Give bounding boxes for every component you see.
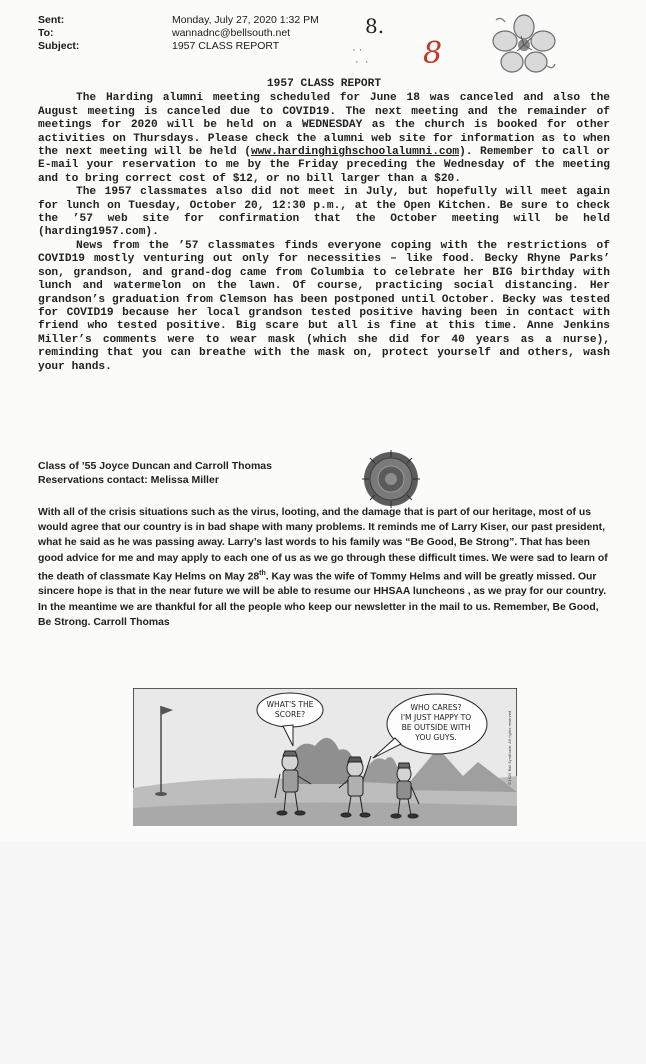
to-label: To: (38, 27, 54, 39)
sent-value: Monday, July 27, 2020 1:32 PM (172, 14, 319, 26)
pencil-dots: · · · · (352, 44, 369, 68)
class-1955-message (38, 505, 612, 630)
class-1955-header (38, 460, 272, 487)
paragraph-1-text-b: ). Remember to call or E-mail your reservation to me by the Friday preceding the Wednesday of the meeting and to bring correct cost of $12, or no bill larger than a $20. (38, 146, 610, 185)
to-value: wannadnc@bellsouth.net (172, 27, 291, 39)
reservations-contact: Reservations contact: Melissa Miller (38, 473, 219, 486)
bubble-left-line-2: SCORE? (274, 710, 306, 719)
message-text-b: . Kay was the wife of Tommy Helms and will be greatly missed. Our sincere hope is that in the near future we will be able to resume our HHSAA luncheons , as we pray for our country. In the meantime we are thankful for all the people who keep our newsletter in the mail to us. Remember, Be Good, Be Strong. Carroll Thomas (38, 571, 607, 628)
report-paragraph-lunch: The 1957 classmates also did not meet in July, but hopefully will meet again for lunch on Tuesday, October 20, 12:30 p.m., at the Open Kitchen. Be sure to check the ’57 web site for confirmation that the October meeting will be held (harding1957.com). (38, 186, 610, 239)
sent-row (38, 14, 458, 27)
handwritten-red-number: 8 (423, 36, 443, 71)
bubble-right-line-2: I'M JUST HAPPY TO (400, 713, 472, 722)
report-title: 1957 CLASS REPORT (266, 78, 382, 90)
bubble-left-line-1: WHAT'S THE (266, 700, 314, 709)
ordinal-suffix: th (259, 569, 266, 577)
message-text-a: With all of the crisis situations such as the virus, looting, and the damage that is part of our heritage, most of us would agree that our country is in bad shape with many problems. It reminds me of Larry Kiser, our past president, what he said as he was passing away. Larry’s last words to his family was “Be Good, Be Strong”. That has been good advice for me and may apply to each one of us as we go through these difficult times. We were sad to learn of the death of classmate Kay Helms on May 28 (38, 507, 608, 583)
alumni-website-link[interactable]: www.hardinghighschoolalumni.com (250, 146, 460, 159)
class-1955-title: Class of ’55 Joyce Duncan and Carroll Thomas (38, 460, 272, 472)
email-header (38, 14, 458, 53)
flower-clipart-icon (491, 14, 557, 74)
report-paragraph-meetings (38, 92, 610, 186)
sent-label: Sent: (38, 14, 65, 26)
round-seal-clipart-icon (360, 448, 422, 510)
report-paragraph-news: News from the ’57 classmates finds everyone coping with the restrictions of COVID19 mostly venturing out only for necessities – like food. Becky Rhyne Parks’ son, grandson, and grand-dog came from Columbia to celebrate her BIG birthday with lunch and watermelon on the lawn. Of course, practicing social distancing. Her grandson’s graduation from Clemson has been postponed until October. Becky was tested for COVID19 because her local grandson tested positive having been in contact with friend who tested positive. Big scare but all is fine at this time. Anne Jenkins Miller’s comments were to wear mask (which she did for 40 years as a nurse), reminding that you can breathe with the mask on, protect yourself and others, wash your hands. (38, 239, 610, 373)
paragraph-1-text-a: The Harding alumni meeting scheduled for June 18 was canceled and also the August meeting is canceled due to COVID19. The next meeting and the remainder of meetings for 2020 will be held on a WEDNESDAY as the church is booked for other activities on Thursdays. Please check the alumni web site for information as to when the next meeting will be held ( (38, 92, 610, 159)
subject-row (38, 40, 458, 53)
subject-value: 1957 CLASS REPORT (172, 40, 280, 52)
bubble-right-line-3: BE OUTSIDE WITH (401, 723, 471, 732)
bubble-right-line-1: WHO CARES? (410, 703, 462, 712)
subject-label: Subject: (38, 40, 80, 52)
handwritten-page-number: 8. (365, 14, 385, 38)
class-1957-report (38, 78, 610, 374)
blank-sheet-below (0, 842, 646, 1064)
golf-comic-strip (133, 688, 517, 826)
to-row (38, 27, 458, 40)
bubble-right-line-4: YOU GUYS. (415, 733, 457, 742)
comic-copyright: ©2020 Rail Syndicate. All rights reserved (508, 710, 512, 786)
